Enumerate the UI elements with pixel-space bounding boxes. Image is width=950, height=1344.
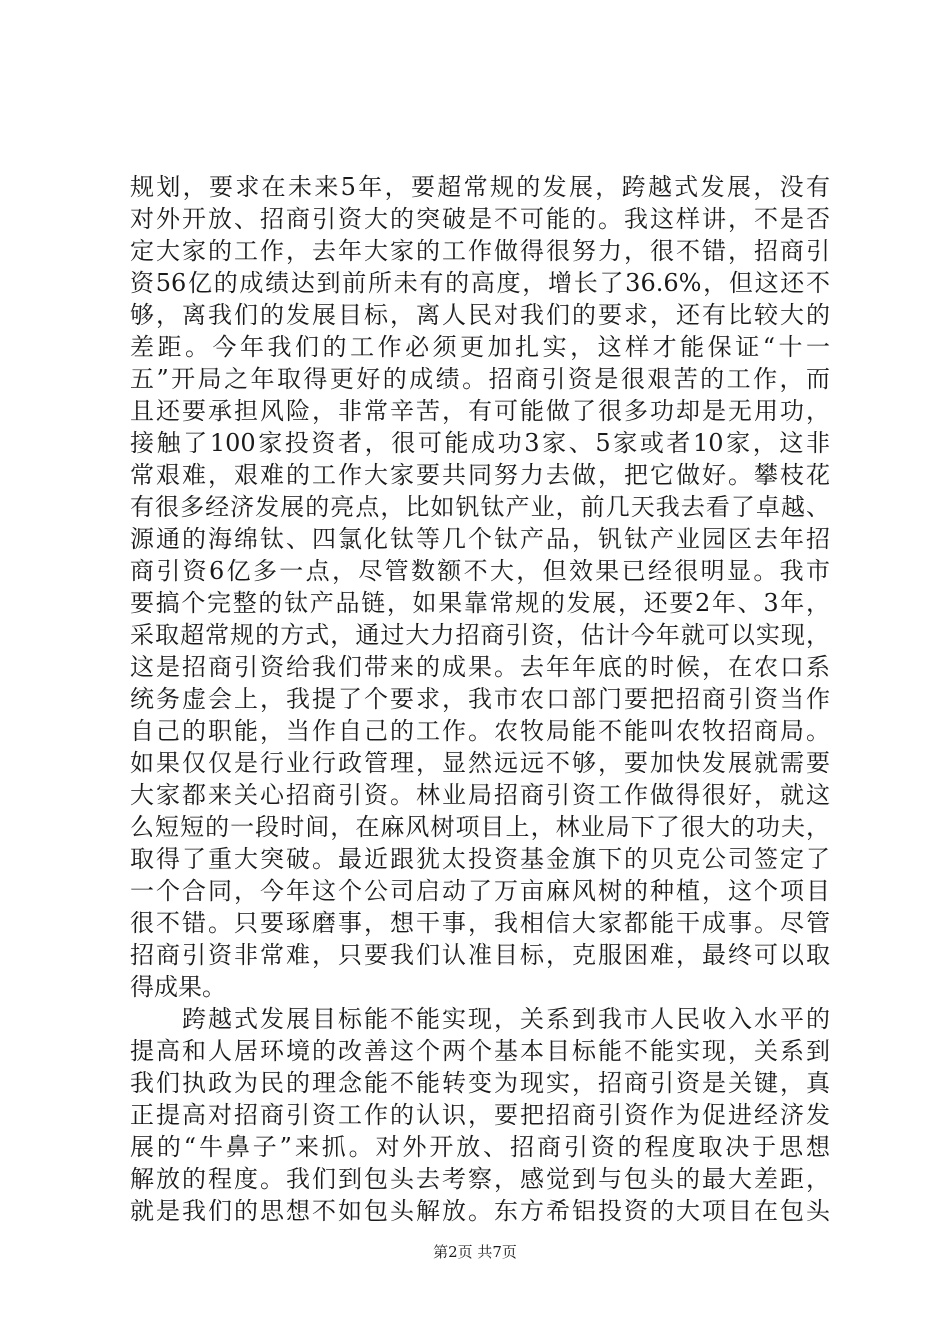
text-line: 如果仅仅是行业行政管理，显然远远不够，要加快发展就需要 <box>130 749 830 777</box>
text-line: 对外开放、招商引资大的突破是不可能的。我这样讲，不是否 <box>130 205 830 233</box>
text-line: 源通的海绵钛、四氯化钛等几个钛产品，钒钛产业园区去年招 <box>130 525 830 553</box>
text-line: 提高和人居环境的改善这个两个基本目标能不能实现，关系到 <box>130 1037 830 1065</box>
text-line: 统务虚会上，我提了个要求，我市农口部门要把招商引资当作 <box>130 685 830 713</box>
paragraph-start-line: 跨越式发展目标能不能实现，关系到我市人民收入水平的 <box>130 1005 830 1033</box>
text-line: 要搞个完整的钛产品链，如果靠常规的发展，还要2年、3年， <box>130 589 830 617</box>
text-line: 展的“牛鼻子”来抓。对外开放、招商引资的程度取决于思想 <box>130 1133 830 1161</box>
text-line: 这是招商引资给我们带来的成果。去年年底的时候，在农口系 <box>130 653 830 681</box>
text-line: 资56亿的成绩达到前所未有的高度，增长了36.6%，但这还不 <box>130 269 830 297</box>
text-line: 五”开局之年取得更好的成绩。招商引资是很艰苦的工作，而 <box>130 365 830 393</box>
text-line: 有很多经济发展的亮点，比如钒钛产业，前几天我去看了卓越、 <box>130 493 830 521</box>
text-line: 很不错。只要琢磨事，想干事，我相信大家都能干成事。尽管 <box>130 909 830 937</box>
text-line: 常艰难，艰难的工作大家要共同努力去做，把它做好。攀枝花 <box>130 461 830 489</box>
text-line: 接触了100家投资者，很可能成功3家、5家或者10家，这非 <box>130 429 830 457</box>
text-line: 就是我们的思想不如包头解放。东方希铝投资的大项目在包头 <box>130 1197 830 1225</box>
text-line: 差距。今年我们的工作必须更加扎实，这样才能保证“十一 <box>130 333 830 361</box>
text-line: 采取超常规的方式，通过大力招商引资，估计今年就可以实现， <box>130 621 830 649</box>
text-line: 招商引资非常难，只要我们认准目标，克服困难，最终可以取 <box>130 941 830 969</box>
text-line: 自己的职能，当作自己的工作。农牧局能不能叫农牧招商局。 <box>130 717 830 745</box>
text-line: 大家都来关心招商引资。林业局招商引资工作做得很好，就这 <box>130 781 830 809</box>
text-line: 取得了重大突破。最近跟犹太投资基金旗下的贝克公司签定了 <box>130 845 830 873</box>
text-line: 一个合同，今年这个公司启动了万亩麻风树的种植，这个项目 <box>130 877 830 905</box>
text-line: 定大家的工作，去年大家的工作做得很努力，很不错，招商引 <box>130 237 830 265</box>
text-line: 我们执政为民的理念能不能转变为现实，招商引资是关键，真 <box>130 1069 830 1097</box>
text-line: 正提高对招商引资工作的认识，要把招商引资作为促进经济发 <box>130 1101 830 1129</box>
text-line: 够，离我们的发展目标，离人民对我们的要求，还有比较大的 <box>130 301 830 329</box>
text-line: 且还要承担风险，非常辛苦，有可能做了很多功却是无用功， <box>130 397 830 425</box>
body-text <box>130 171 830 1227</box>
text-line: 么短短的一段时间，在麻风树项目上，林业局下了很大的功夫， <box>130 813 830 841</box>
text-line: 解放的程度。我们到包头去考察，感觉到与包头的最大差距， <box>130 1165 830 1193</box>
paragraph-end-line: 得成果。 <box>130 973 226 1001</box>
text-line: 商引资6亿多一点，尽管数额不大，但效果已经很明显。我市 <box>130 557 830 585</box>
text-line: 规划，要求在未来5年，要超常规的发展，跨越式发展，没有 <box>130 173 830 201</box>
page-number-footer: 第2页 共7页 <box>433 1243 517 1261</box>
